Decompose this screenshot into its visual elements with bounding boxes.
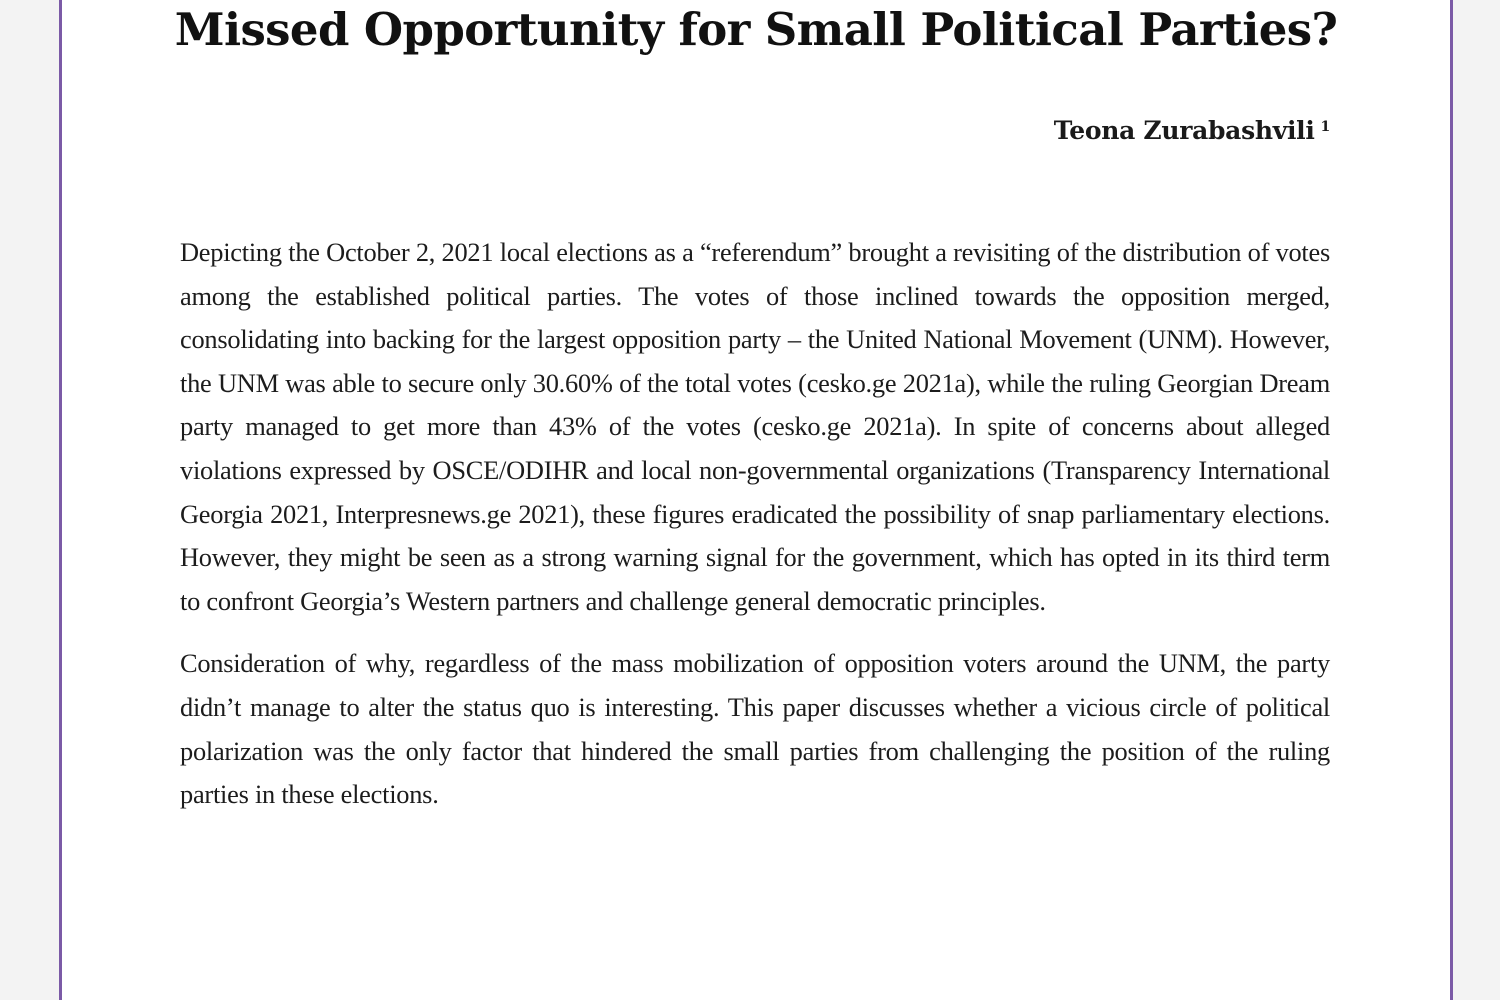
document-title: Missed Opportunity for Small Political Parties? xyxy=(174,3,1338,56)
document-page xyxy=(59,0,1453,1000)
body-paragraph: Depicting the October 2, 2021 local elections as a “referendum” brought a revisiting of the distribution of votes among the established political parties. The votes of those inclined towards the opposition merged, consolidating into backing for the largest opposition party – the United National Movement (UNM). However, the UNM was able to secure only 30.60% of the total votes (cesko.ge 2021a), while the ruling Georgian Dream party managed to get more than 43% of the votes (cesko.ge 2021a). In spite of concerns about alleged violations expressed by OSCE/ODIHR and local non-governmental organizations (Transparency International Georgia 2021, Interpresnews.ge 2021), these figures eradicated the possibility of snap parliamentary elections. However, they might be seen as a strong warning signal for the government, which has opted in its third term to confront Georgia’s Western partners and challenge general democratic principles. xyxy=(180,237,1330,616)
document-body xyxy=(180,231,1330,836)
author-name: Teona Zurabashvili xyxy=(1053,116,1315,145)
footnote-reference[interactable]: 1 xyxy=(1320,119,1330,135)
author-line xyxy=(1054,109,1330,149)
body-paragraph: Consideration of why, regardless of the mass mobilization of opposition voters around the UNM, the party didn’t manage to alter the status quo is interesting. This paper discusses whether a vicious circle of political polarization was the only factor that hindered the small parties from challenging the position of the ruling parties in these elections. xyxy=(180,648,1330,810)
